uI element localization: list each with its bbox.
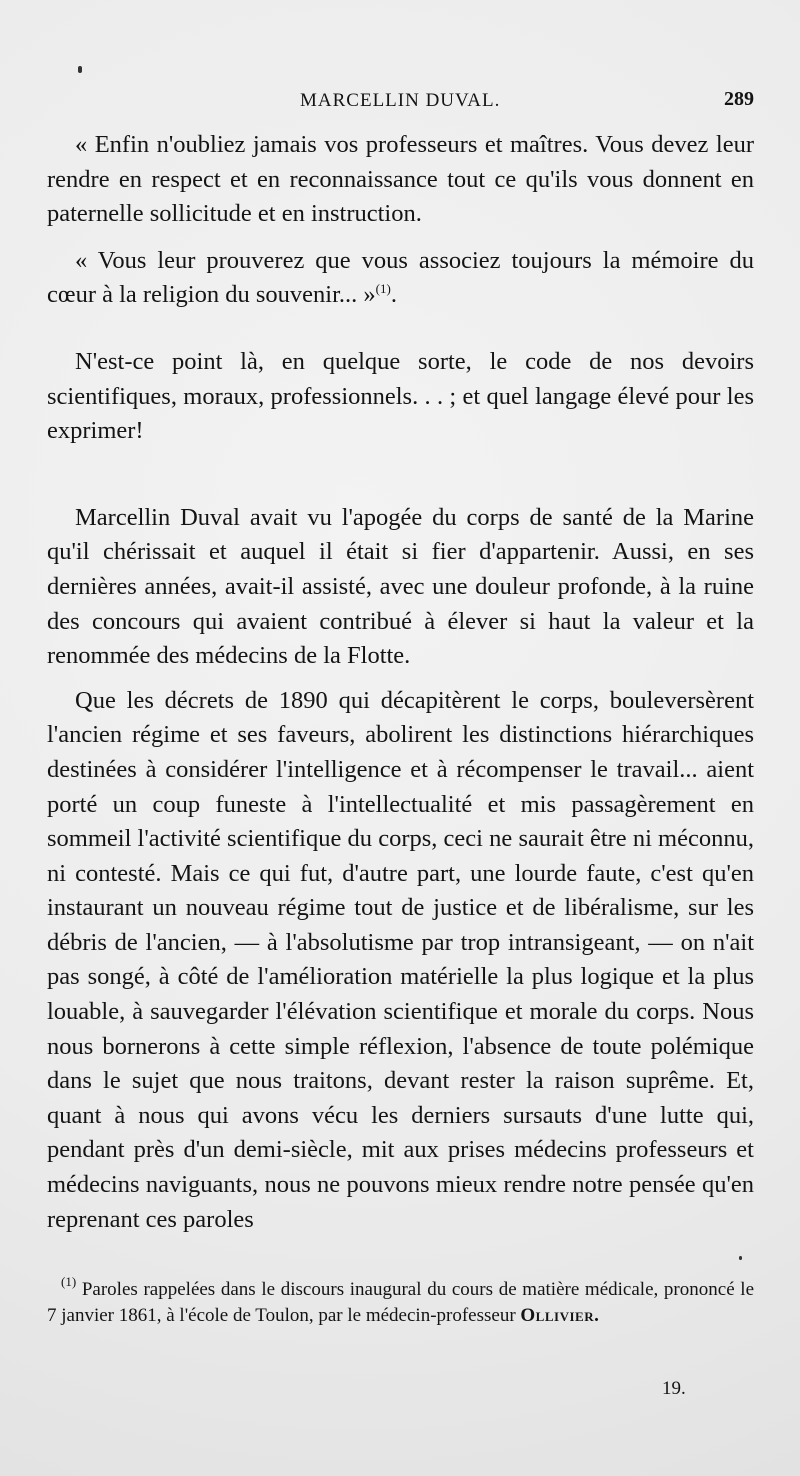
page-number: 289 xyxy=(724,88,754,110)
footnote-name: Ollivier. xyxy=(520,1305,600,1326)
footnote-text: Paroles rappelées dans le discours inaugural du cours de matière médicale, prononcé le 7 janvier 1861, à l'école de Toulon, par le médecin-professeur xyxy=(47,1279,755,1326)
paragraph-apogee: Marcellin Duval avait vu l'apogée du corps de santé de la Marine qu'il chérissait et auquel il était si fier d'appartenir. Aussi, en ses dernières années, avait-il assisté, avec une douleur profonde, à la ruine des concours qui avaient contribué à élever si haut la valeur et la renommée des médecins de la Flotte. xyxy=(47,503,754,670)
footnote-reference: (1) xyxy=(375,281,391,297)
paragraph-decrets: Que les décrets de 1890 qui décapitèrent le corps, bouleversèrent l'ancien régime et ses faveurs, abolirent les distinctions hiérarchiques destinées à considérer l'intelligence et à récompenser le travail... aient porté un coup funeste à l'intellectualité et mis passagèrement en sommeil l'activité scientifique du corps, ceci ne saurait être ni méconnu, ni contesté. Mais ce qui fut, d'autre part, une lourde faute, c'est qu'en instaurant un nouveau régime tout de justice et de libéralisme, sur les débris de l'ancien, — à l'absolutisme par trop intransigeant, — on n'ait pas songé, à côté de l'amélioration matérielle la plus logique et la plus louable, à sauvegarder l'élévation scientifique et morale du corps. Nous nous bornerons à cette simple réflexion, l'absence de toute polémique dans le sujet que nous traitons, devant rester la raison suprême. Et, quant à nous qui avons vécu les derniers sursauts d'une lutte qui, pendant près d'un demi-siècle, mit aux prises médecins professeurs et médecins naviguants, nous ne pouvons mieux rendre notre pensée qu'en reprenant ces paroles xyxy=(47,686,754,1233)
paragraph-quote-2-text: « Vous leur prouverez que vous associez toujours la mémoire du cœur à la religion du souvenir... » xyxy=(47,246,754,309)
footnote-marker: (1) xyxy=(61,1274,77,1289)
paragraph-quote-1: « Enfin n'oubliez jamais vos professeurs et maîtres. Vous devez leur rendre en respect et en reconnaissance tout ce qu'ils vous donnent en paternelle sollicitude et en instruction. xyxy=(47,131,754,228)
paragraph-quote-2: « Vous leur prouverez que vous associez toujours la mémoire du cœur à la religion du souvenir... »$^{(1)}$. xyxy=(47,246,754,309)
ink-speck xyxy=(78,66,82,73)
paragraph-commentary: N'est-ce point là, en quelque sorte, le code de nos devoirs scientifiques, moraux, professionnels. . . ; et quel langage élevé pour les exprimer! xyxy=(47,347,754,445)
ink-speck xyxy=(739,1256,742,1260)
running-head: MARCELLIN DUVAL. xyxy=(300,90,501,111)
signature-mark: 19. xyxy=(662,1378,686,1399)
footnote-1 xyxy=(47,1274,755,1329)
footnotes xyxy=(47,1274,755,1329)
body-text xyxy=(47,128,754,1237)
